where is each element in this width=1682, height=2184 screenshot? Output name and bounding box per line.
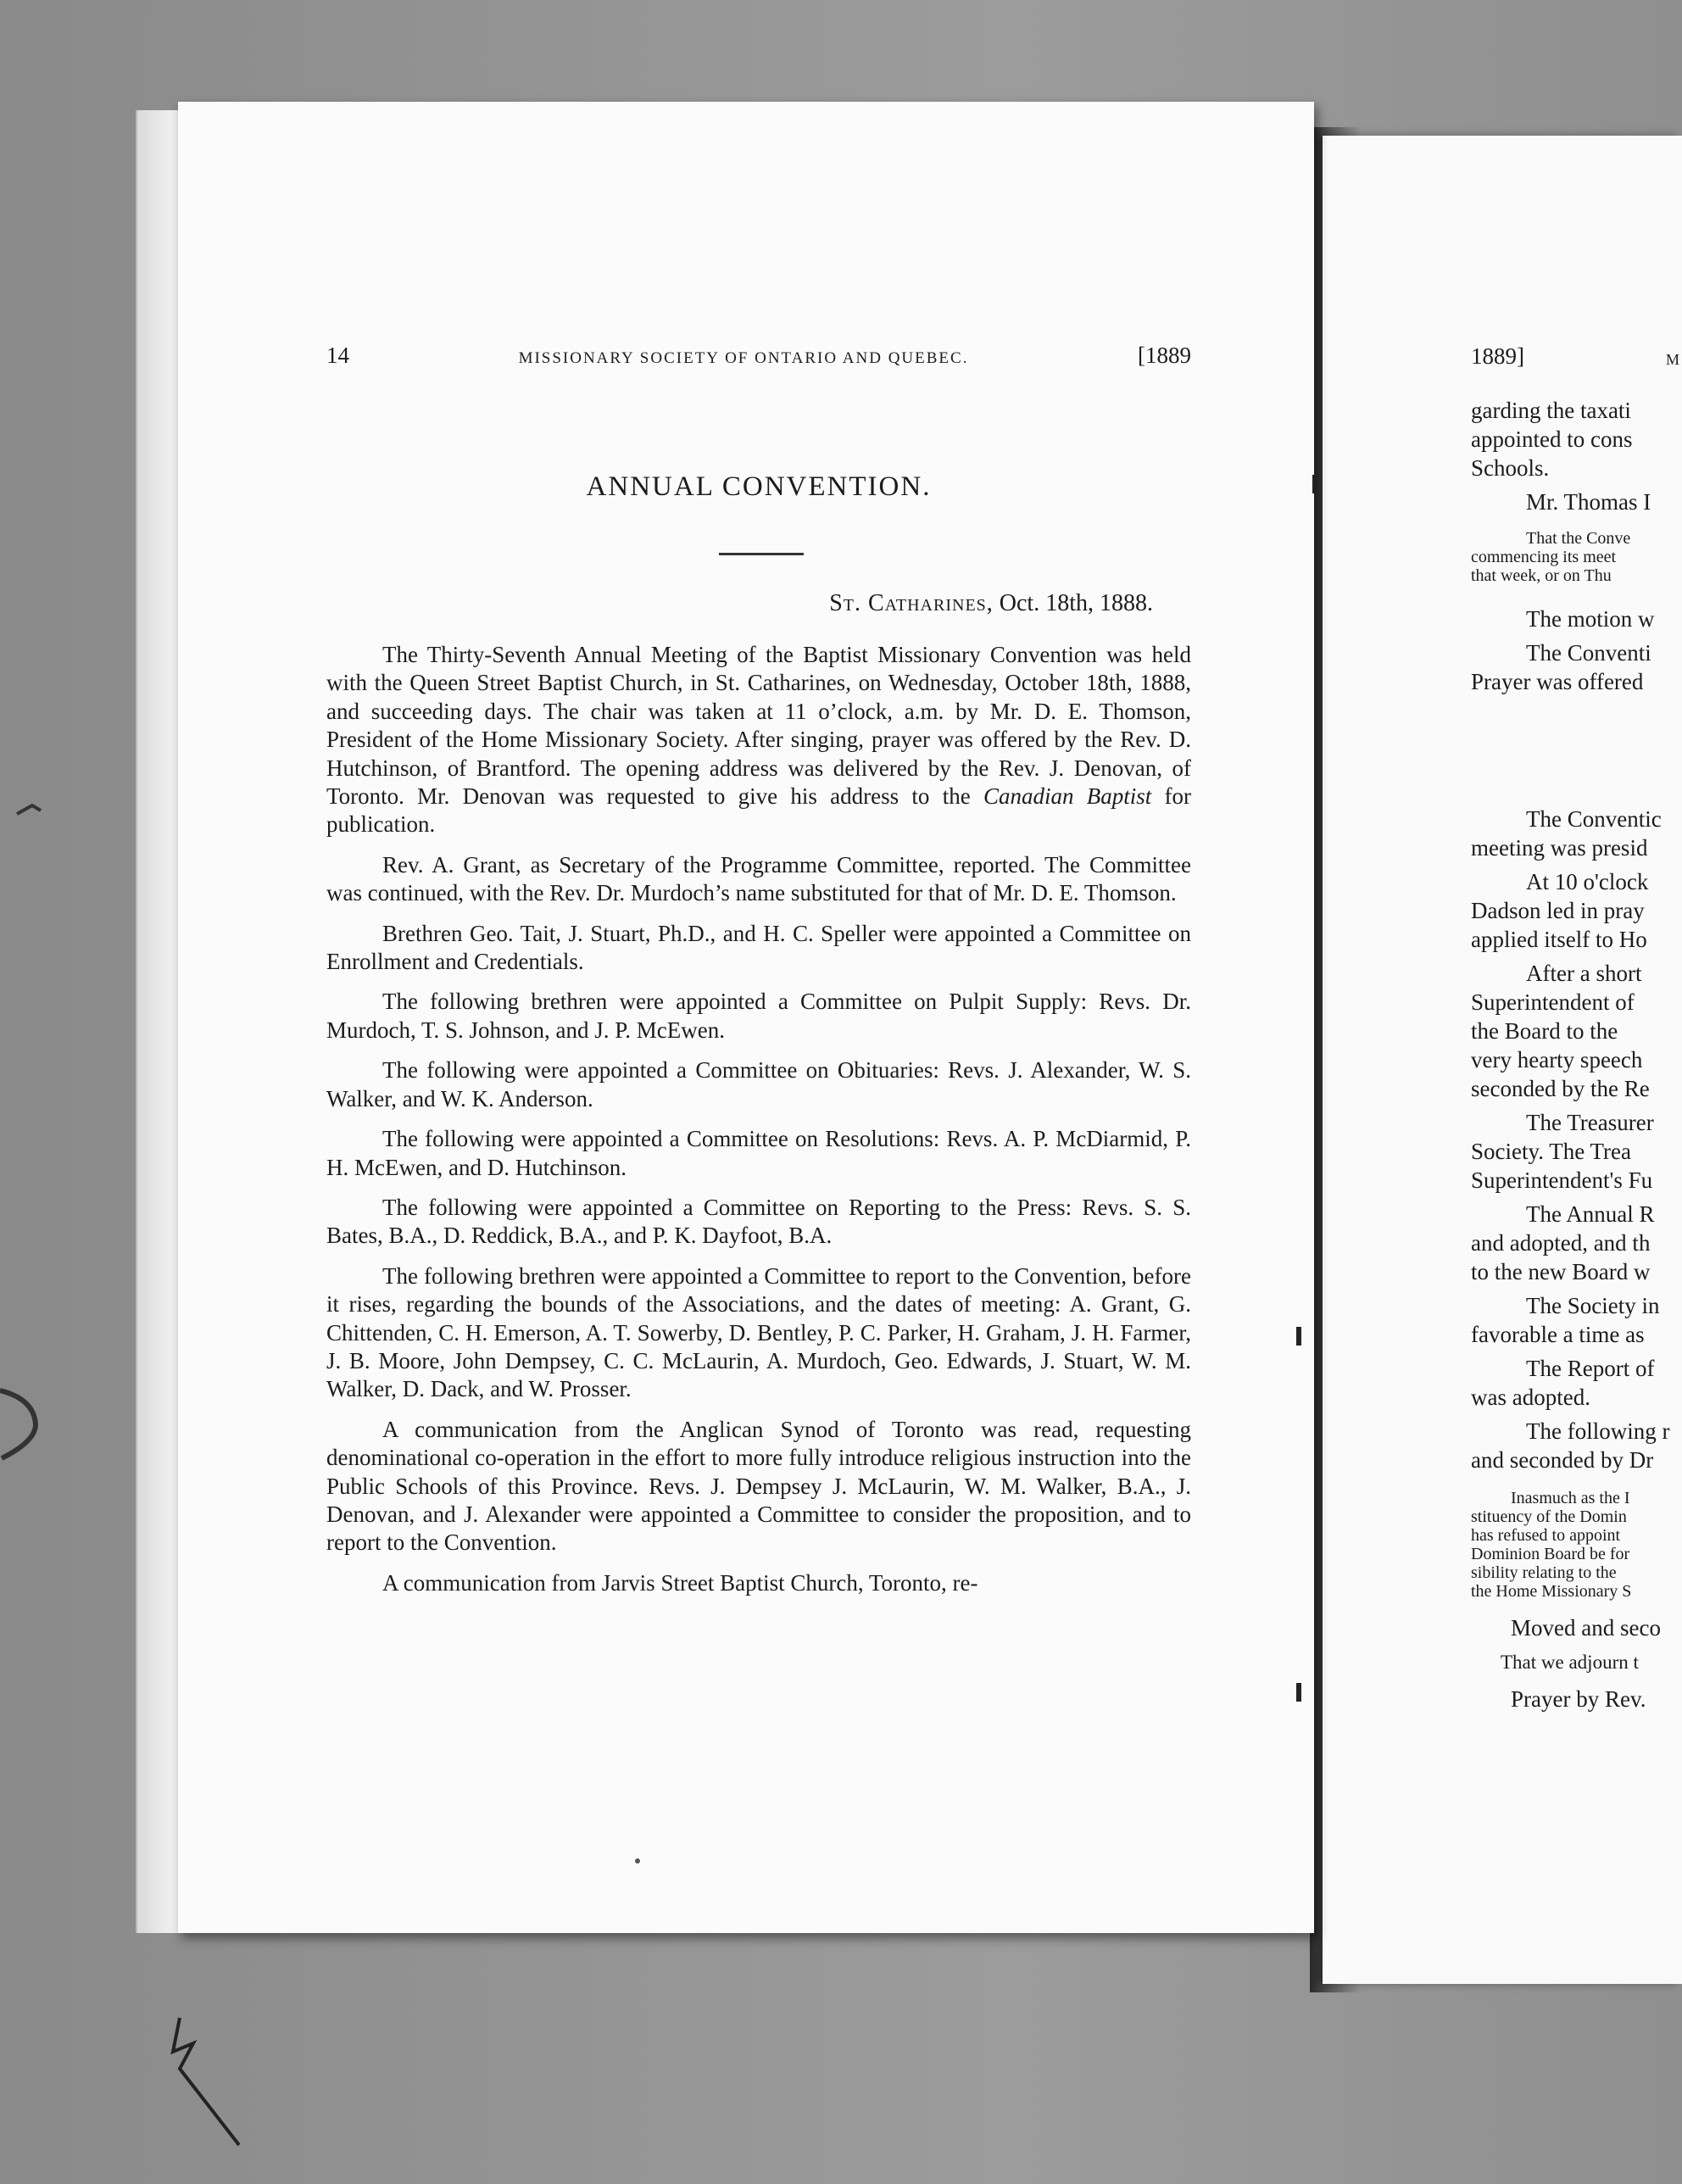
right-page-line: and adopted, and th xyxy=(1471,1230,1651,1256)
right-page-line: The motion w xyxy=(1526,606,1655,632)
right-page-line: appointed to cons xyxy=(1471,426,1633,452)
page-number: 14 xyxy=(326,343,349,368)
dateline-place: St. Catharines, xyxy=(829,590,994,616)
paragraph-text: The Thirty-Seventh Annual Meeting of the Baptist Missionary Convention was held with the Queen Street Baptist Church, in St. Catharines, on Wednesday, October 18th, 1888, and succeeding days. The chair was taken at 11 o’clock, a.m. by Mr. D. E. Thomson, President of the Home Missionary Society. After singing, prayer was offered by the Rev. D. Hutchinson, of Brantford. The opening address was delivered by the Rev. J. Denovan, of Toronto. Mr. Denovan was requested to give his address to the xyxy=(326,642,1191,810)
paragraph: A communication from the Anglican Synod of Toronto was read, requesting denominational co-operation in the effort to more fully introduce religious instruction into the Public Schools of this Province. Revs. J. Dempsey J. McLaurin, W. M. Walker, B.A., J. Denovan, and J. Alexander were appointed a Committee to consider the proposition, and to report to the Convention. xyxy=(326,1416,1191,1556)
right-page-line: The following r xyxy=(1526,1418,1670,1444)
right-page-small-line: sibility relating to the xyxy=(1471,1563,1617,1582)
right-page-line: very hearty speech xyxy=(1471,1047,1643,1072)
running-title: MISSIONARY SOCIETY OF ONTARIO AND QUEBEC. xyxy=(518,349,969,367)
paragraph: The following were appointed a Committee on Obituaries: Revs. J. Alexander, W. S. Walker, and W. K. Anderson. xyxy=(326,1057,1191,1112)
publication-title: Canadian Baptist xyxy=(983,783,1152,810)
right-page-line: The Report of xyxy=(1526,1356,1655,1381)
right-page-small-line: that week, or on Thu xyxy=(1471,566,1612,585)
right-page-small-line: That the Conve xyxy=(1526,529,1631,548)
margin-mark xyxy=(1312,475,1317,493)
margin-mark xyxy=(17,805,41,814)
right-page-line: garding the taxati xyxy=(1471,398,1631,423)
paragraph: The following brethren were appointed a Committee to report to the Convention, before it rises, regarding the bounds of the Associations, and the dates of meeting: A. Grant, G. Chittenden, C. H. Emerson, A. T. Sowerby, D. Bentley, P. C. Parker, H. Graham, J. H. Farmer, J. B. Moore, John Dempsey, C. C. McLaurin, A. Murdoch, Geo. Edwards, J. Stuart, W. M. Walker, D. Dack, and W. Prosser. xyxy=(326,1262,1191,1402)
right-page-line: The Conventi xyxy=(1526,640,1651,666)
right-page-line: meeting was presid xyxy=(1471,835,1648,861)
right-page-small-line: the Home Missionary S xyxy=(1471,1582,1632,1601)
right-page-line: That we adjourn t xyxy=(1501,1652,1639,1673)
right-page-line: was adopted. xyxy=(1471,1384,1590,1410)
right-page-line: seconded by the Re xyxy=(1471,1076,1650,1101)
paragraph-text: for publication. xyxy=(326,783,1192,838)
right-page-line: The Conventic xyxy=(1526,806,1662,832)
right-page-line: Mr. Thomas I xyxy=(1526,489,1651,515)
right-page-line: applied itself to Ho xyxy=(1471,927,1647,952)
right-page-line: After a short xyxy=(1526,961,1642,986)
right-page-small-line: has refused to appoint xyxy=(1471,1526,1621,1545)
margin-mark xyxy=(635,1858,640,1864)
right-page-small-line: Inasmuch as the I xyxy=(1511,1489,1630,1507)
right-page-line: Superintendent's Fu xyxy=(1471,1167,1653,1193)
right-page-line: Superintendent of xyxy=(1471,989,1635,1015)
dateline-date: Oct. 18th, 1888. xyxy=(999,590,1153,616)
paragraph: A communication from Jarvis Street Baptist Church, Toronto, re- xyxy=(382,1569,978,1596)
right-page-year: 1889] xyxy=(1471,343,1524,369)
right-page-line: The Annual R xyxy=(1526,1201,1655,1227)
paragraph: Rev. A. Grant, as Secretary of the Programme Committee, reported. The Committee was continued, with the Rev. Dr. Murdoch’s name substituted for that of Mr. D. E. Thomson. xyxy=(326,851,1191,906)
right-page-line: favorable a time as xyxy=(1471,1322,1645,1347)
right-page-line: Dadson led in pray xyxy=(1471,898,1645,923)
paragraph: The following brethren were appointed a Committee on Pulpit Supply: Revs. Dr. Murdoch, T. S. Johnson, and J. P. McEwen. xyxy=(326,989,1191,1043)
right-page-line: the Board to the xyxy=(1471,1018,1618,1044)
right-page-small-line: Dominion Board be for xyxy=(1471,1545,1630,1563)
margin-mark xyxy=(0,1390,36,1458)
right-page-line: Society. The Trea xyxy=(1471,1139,1631,1164)
right-page-line: Schools. xyxy=(1471,455,1550,481)
margin-mark xyxy=(1296,1327,1301,1346)
section-heading: ANNUAL CONVENTION. xyxy=(586,471,932,502)
right-page-line: The Treasurer xyxy=(1526,1110,1654,1135)
paragraph: The following were appointed a Committee on Resolutions: Revs. A. P. McDiarmid, P. H. McEwen, and D. Hutchinson. xyxy=(326,1126,1191,1180)
margin-mark xyxy=(1296,1683,1301,1702)
right-page-line: and seconded by Dr xyxy=(1471,1447,1654,1473)
margin-mark xyxy=(173,2018,239,2145)
header-year: [1889 xyxy=(1138,343,1191,368)
right-page-small-line: stituency of the Domin xyxy=(1471,1507,1627,1526)
right-page-line: to the new Board w xyxy=(1471,1259,1651,1284)
right-page-small-line: commencing its meet xyxy=(1471,548,1617,566)
right-page-line: Moved and seco xyxy=(1511,1615,1661,1641)
right-page-line: Prayer was offered xyxy=(1471,669,1644,694)
right-page-line: The Society in xyxy=(1526,1293,1660,1318)
right-page-line: Prayer by Rev. xyxy=(1511,1686,1646,1712)
paragraph: Brethren Geo. Tait, J. Stuart, Ph.D., and H. C. Speller were appointed a Committee on Enrollment and Credentials. xyxy=(326,920,1191,975)
paragraph: The following were appointed a Committee on Reporting to the Press: Revs. S. S. Bates, B.A., D. Reddick, B.A., and P. K. Dayfoot, B.A. xyxy=(326,1194,1191,1249)
right-page-line: At 10 o'clock xyxy=(1526,869,1649,894)
right-page-running-fragment: M xyxy=(1666,351,1680,368)
